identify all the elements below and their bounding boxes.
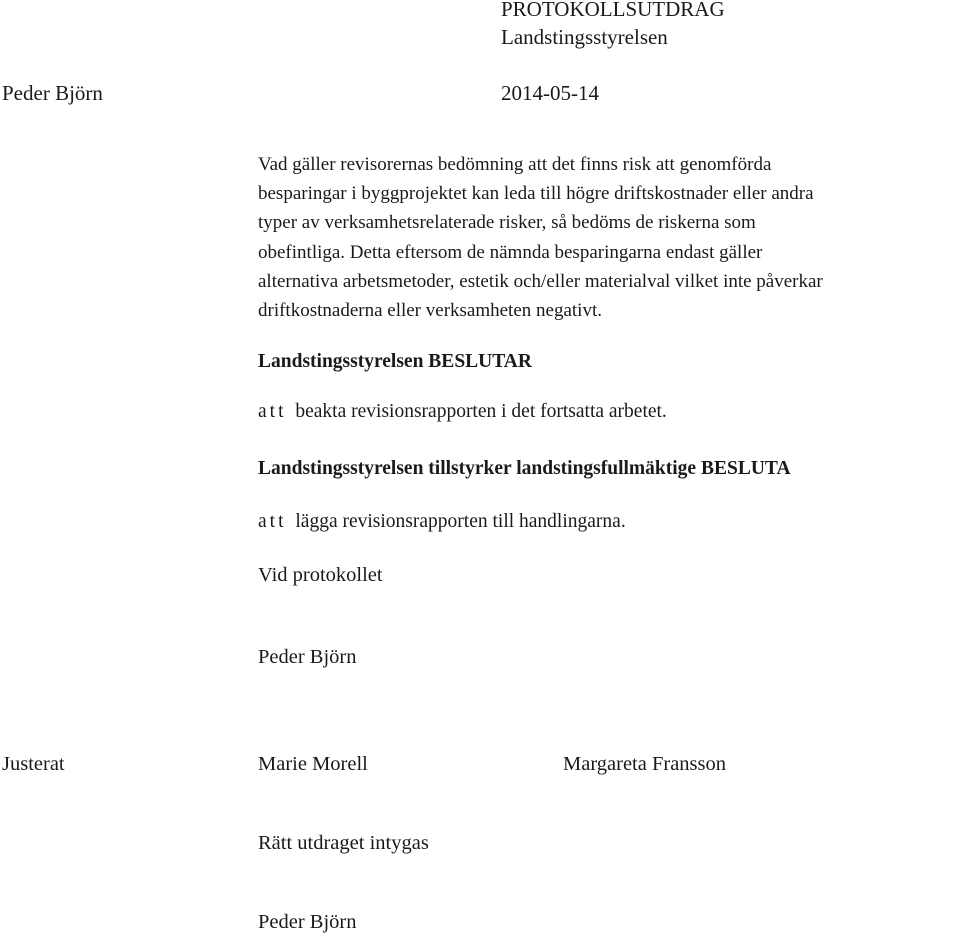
ratt-utdraget-intygas: Rätt utdraget intygas xyxy=(258,832,429,854)
paragraph-line: driftkostnaderna eller verksamheten negativt. xyxy=(258,300,602,322)
decision-text-2: lägga revisionsrapporten till handlingarna. xyxy=(295,511,626,532)
justerare-1: Marie Morell xyxy=(258,753,368,775)
organization-name: Landstingsstyrelsen xyxy=(501,25,668,49)
header-person: Peder Björn xyxy=(2,81,103,105)
att-label: att xyxy=(258,511,287,532)
decision-line-2 xyxy=(258,507,626,536)
paragraph-line: Vad gäller revisorernas bedömning att det finns risk att genomförda xyxy=(258,154,772,175)
certifier-name: Peder Björn xyxy=(258,911,357,933)
decision-heading-2: Landstingsstyrelsen tillstyrker landstingsfullmäktige BESLUTA xyxy=(258,458,791,479)
secretary-name: Peder Björn xyxy=(258,646,357,668)
paragraph-line: obefintliga. Detta eftersom de nämnda besparingarna endast gäller xyxy=(258,241,763,263)
decision-heading-1: Landstingsstyrelsen BESLUTAR xyxy=(258,351,532,372)
decision-text-1: beakta revisionsrapporten i det fortsatta arbetet. xyxy=(295,401,667,422)
document-date: 2014-05-14 xyxy=(501,81,599,105)
paragraph-line: besparingar i byggprojektet kan leda till högre driftskostnader eller andra xyxy=(258,183,814,205)
att-label: att xyxy=(258,401,287,422)
paragraph-line: alternativa arbetsmetoder, estetik och/eller materialval vilket inte påverkar xyxy=(258,270,823,292)
vid-protokollet: Vid protokollet xyxy=(258,564,383,586)
paragraph-line: typer av verksamhetsrelaterade risker, så bedöms de riskerna som xyxy=(258,212,756,234)
decision-line-1 xyxy=(258,397,667,426)
document-title: PROTOKOLLSUTDRAG xyxy=(501,0,725,21)
justerat-label: Justerat xyxy=(2,753,65,775)
justerare-2: Margareta Fransson xyxy=(563,753,727,775)
paragraph xyxy=(258,150,960,325)
